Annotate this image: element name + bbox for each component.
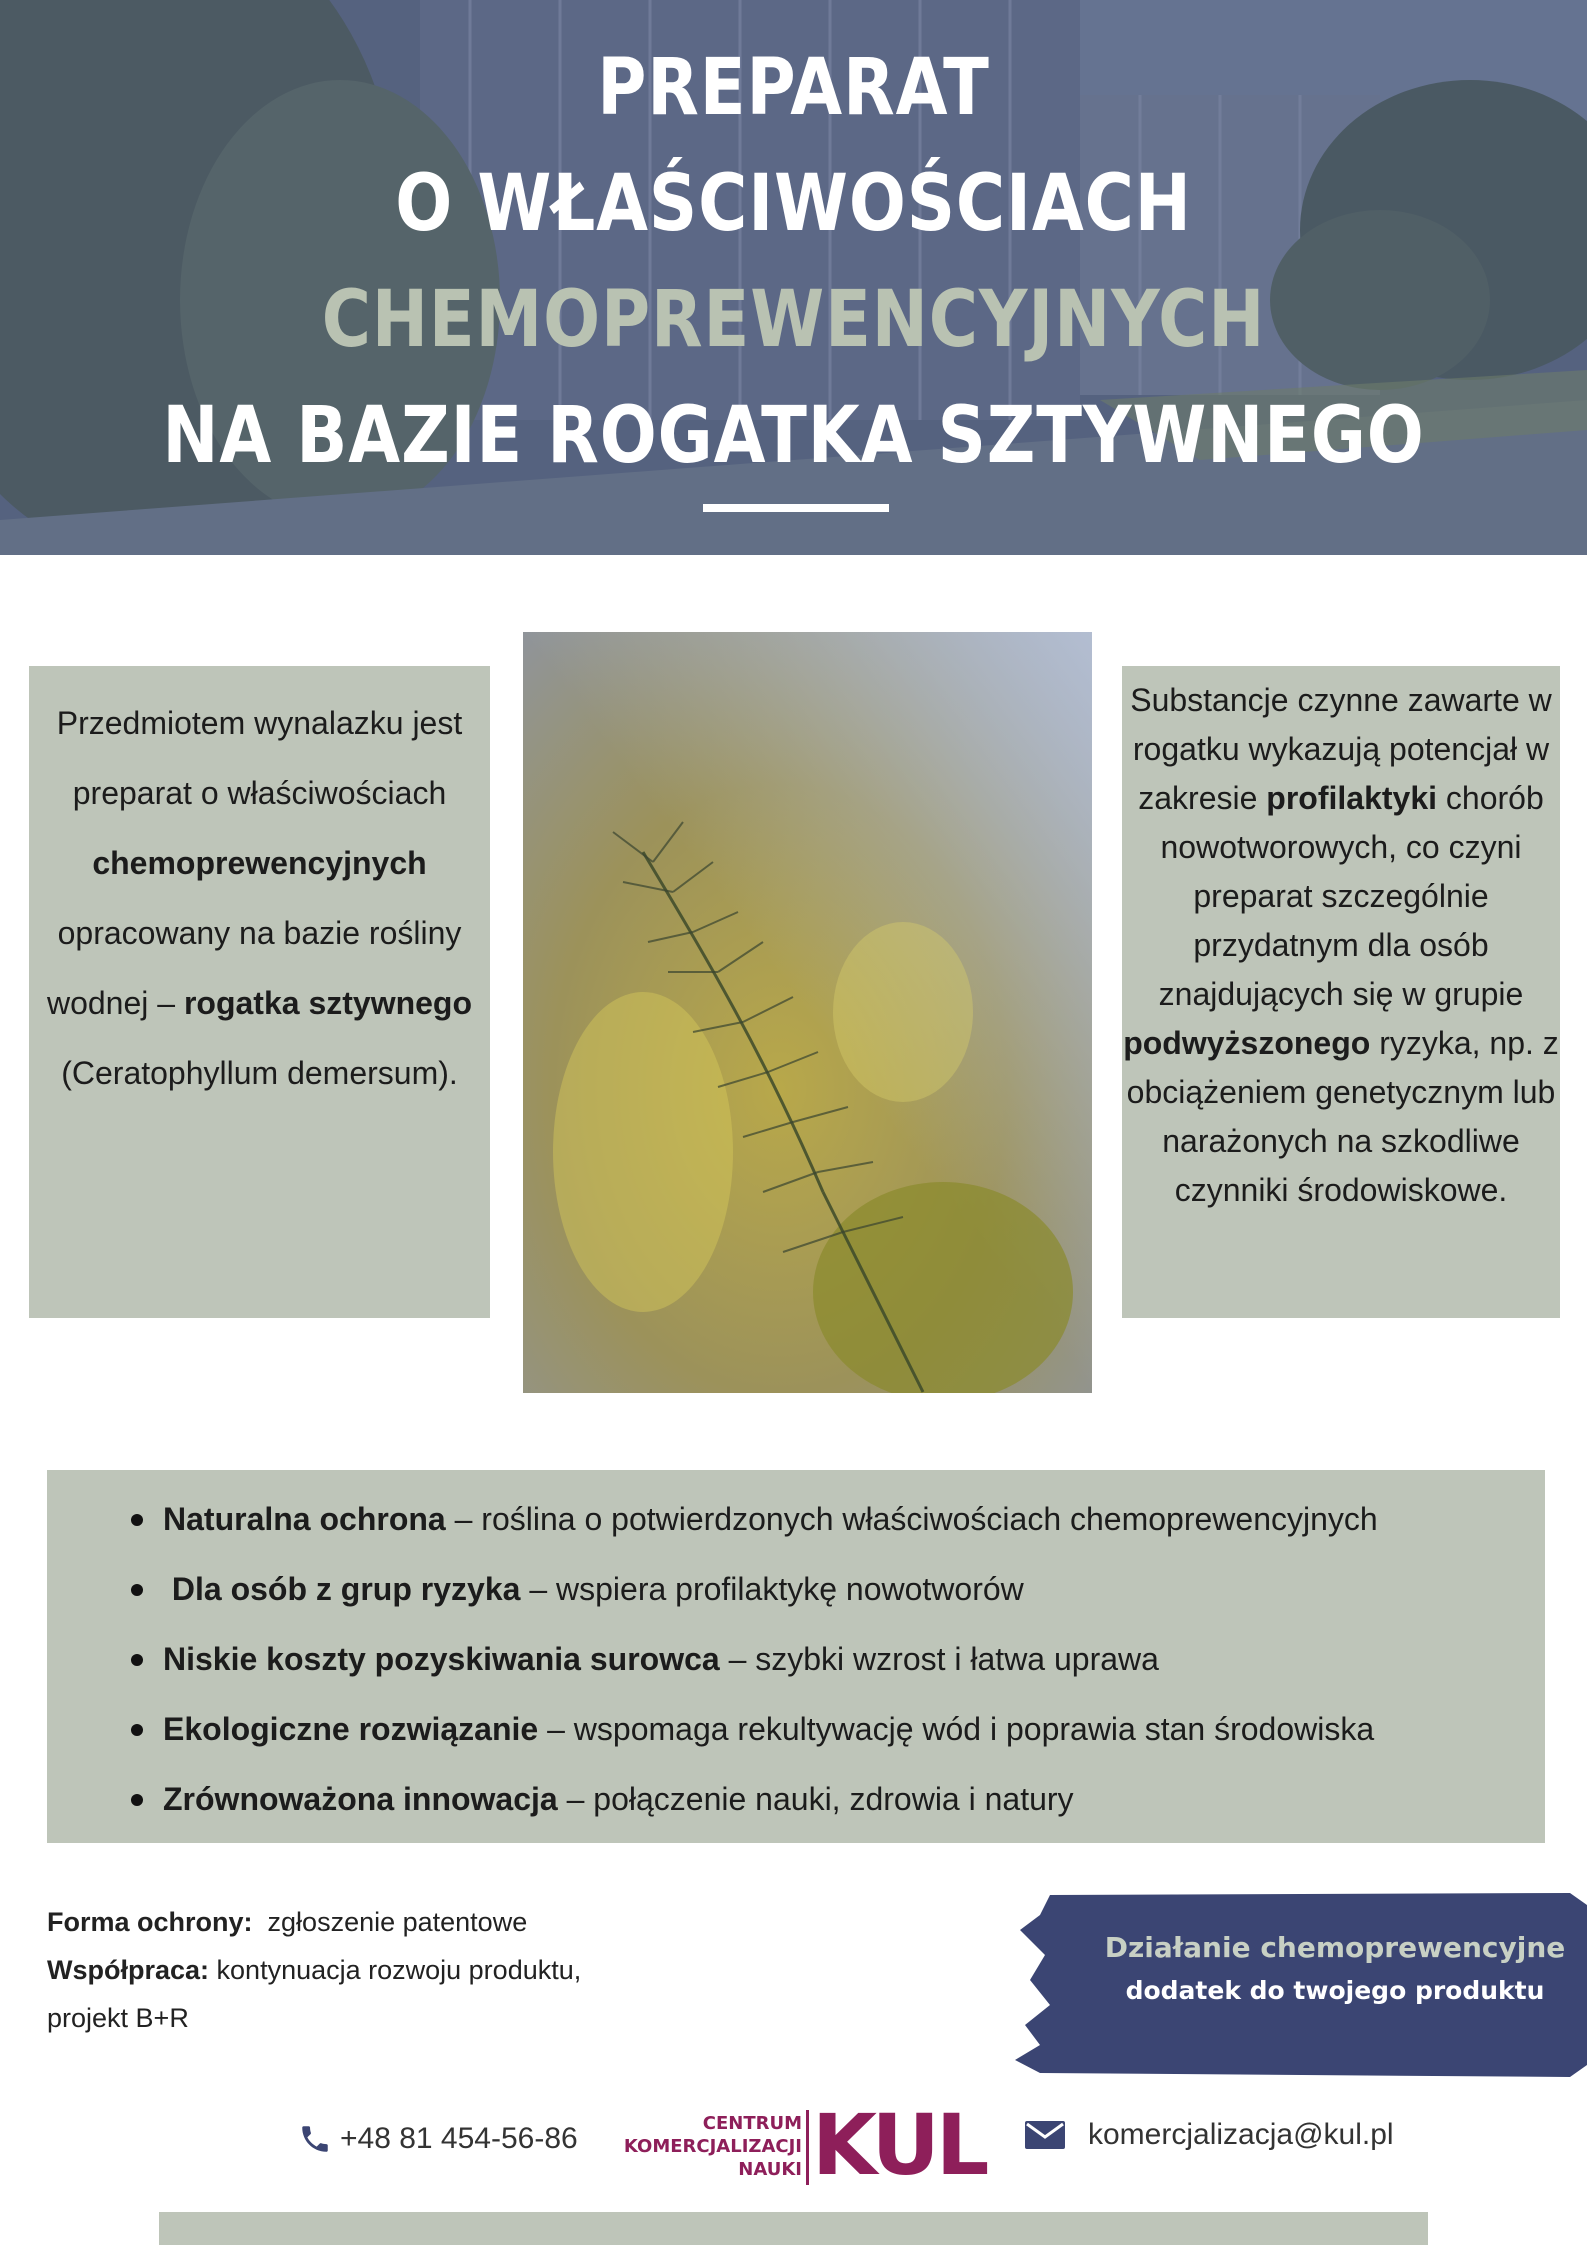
feature-description: – roślina o potwierdzonych właściwościach chemoprewencyjnych	[445, 1501, 1378, 1537]
feature-title: Ekologiczne rozwiązanie	[163, 1711, 539, 1747]
feature-description: – wspomaga rekultywację wód i poprawia stan środowiska	[538, 1711, 1375, 1747]
hero-title-line-1: PREPARAT	[597, 43, 990, 133]
hornwort-photo	[523, 632, 1092, 1393]
protection-value: zgłoszenie patentowe	[252, 1907, 528, 1937]
logo-line-3: NAUKI	[738, 2159, 802, 2180]
features-list	[131, 1487, 1378, 1837]
hero-title-line-3: CHEMOPREWENCYJNYCH	[321, 275, 1266, 365]
badge-text	[1060, 1926, 1587, 2012]
hero-title-line-4: NA BAZIE ROGATKA SZTYWNEGO	[162, 391, 1425, 481]
mail-icon	[1024, 2120, 1066, 2150]
cooperation-value: kontynuacja rozwoju produktu, projekt B+R	[47, 1955, 582, 2033]
protection-info	[47, 1898, 687, 2042]
feature-item	[131, 1557, 1378, 1627]
logo-line-1: CENTRUM	[702, 2113, 802, 2134]
logo-divider	[806, 2110, 809, 2185]
badge-subline: dodatek do twojego produktu	[1125, 1976, 1545, 2005]
hero-title	[111, 30, 1476, 494]
email-contact[interactable]	[1024, 2118, 1394, 2152]
cooperation-line	[47, 1946, 647, 2042]
feature-title: Zrównoważona innowacja	[163, 1781, 558, 1817]
right-text-part-2: chorób nowotworowych, co czyni preparat szczególnie przydatnym dla osób znajdujących się w grupie	[1158, 780, 1544, 1012]
feature-description: – połączenie nauki, zdrowia i natury	[557, 1781, 1074, 1817]
footer-bar	[159, 2212, 1428, 2245]
feature-item	[131, 1627, 1378, 1697]
bullet-icon	[131, 1514, 143, 1526]
bullet-icon	[131, 1794, 143, 1806]
protection-label: Forma ochrony:	[47, 1907, 253, 1937]
logo-line-2: KOMERCJALIZACJI	[623, 2136, 802, 2157]
logo-text	[612, 2112, 802, 2181]
left-text-part-2: opracowany na bazie rośliny wodnej –	[46, 915, 462, 1021]
badge-headline: Działanie chemoprewencyjne	[1104, 1931, 1566, 1964]
phone-contact[interactable]	[298, 2122, 578, 2156]
right-text-bold-2: podwyższonego	[1123, 1025, 1371, 1061]
feature-item	[131, 1697, 1378, 1767]
hero-divider	[703, 504, 889, 512]
right-text-part-3: ryzyka, np. z obciążeniem genetycznym lub narażonych na szkodliwe czynniki środowiskowe.	[1126, 1025, 1559, 1208]
right-text-bold-1: profilaktyki	[1266, 780, 1438, 816]
cooperation-label: Współpraca:	[47, 1955, 210, 1985]
feature-description: – szybki wzrost i łatwa uprawa	[719, 1641, 1159, 1677]
feature-item	[131, 1767, 1378, 1837]
bullet-icon	[131, 1654, 143, 1666]
left-text-part-1: Przedmiotem wynalazku jest preparat o właściwościach	[56, 705, 463, 811]
phone-number[interactable]: +48 81 454-56-86	[340, 2122, 578, 2155]
feature-item	[131, 1487, 1378, 1557]
bullet-icon	[131, 1724, 143, 1736]
phone-icon	[298, 2122, 332, 2156]
right-text-part-1: Substancje czynne zawarte w rogatku wykazują potencjał w zakresie	[1130, 682, 1552, 816]
hero-banner	[0, 0, 1587, 555]
email-address[interactable]: komercjalizacja@kul.pl	[1088, 2118, 1394, 2151]
right-info-text	[1122, 676, 1560, 1215]
feature-title: Naturalna ochrona	[163, 1501, 446, 1537]
left-info-text	[29, 688, 490, 1108]
protection-line	[47, 1898, 687, 1946]
hero-title-line-2: O WŁAŚCIWOŚCIACH	[395, 159, 1192, 249]
feature-title: Niskie koszty pozyskiwania surowca	[163, 1641, 720, 1677]
left-text-part-3: (Ceratophyllum demersum).	[61, 1055, 458, 1091]
feature-title: Dla osób z grup ryzyka	[163, 1571, 521, 1607]
feature-description: – wspiera profilaktykę nowotworów	[520, 1571, 1024, 1607]
bullet-icon	[131, 1584, 143, 1596]
kul-logo: KUL	[812, 2096, 986, 2194]
left-text-bold-1: chemoprewencyjnych	[92, 845, 427, 881]
left-text-bold-2: rogatka sztywnego	[183, 985, 473, 1021]
